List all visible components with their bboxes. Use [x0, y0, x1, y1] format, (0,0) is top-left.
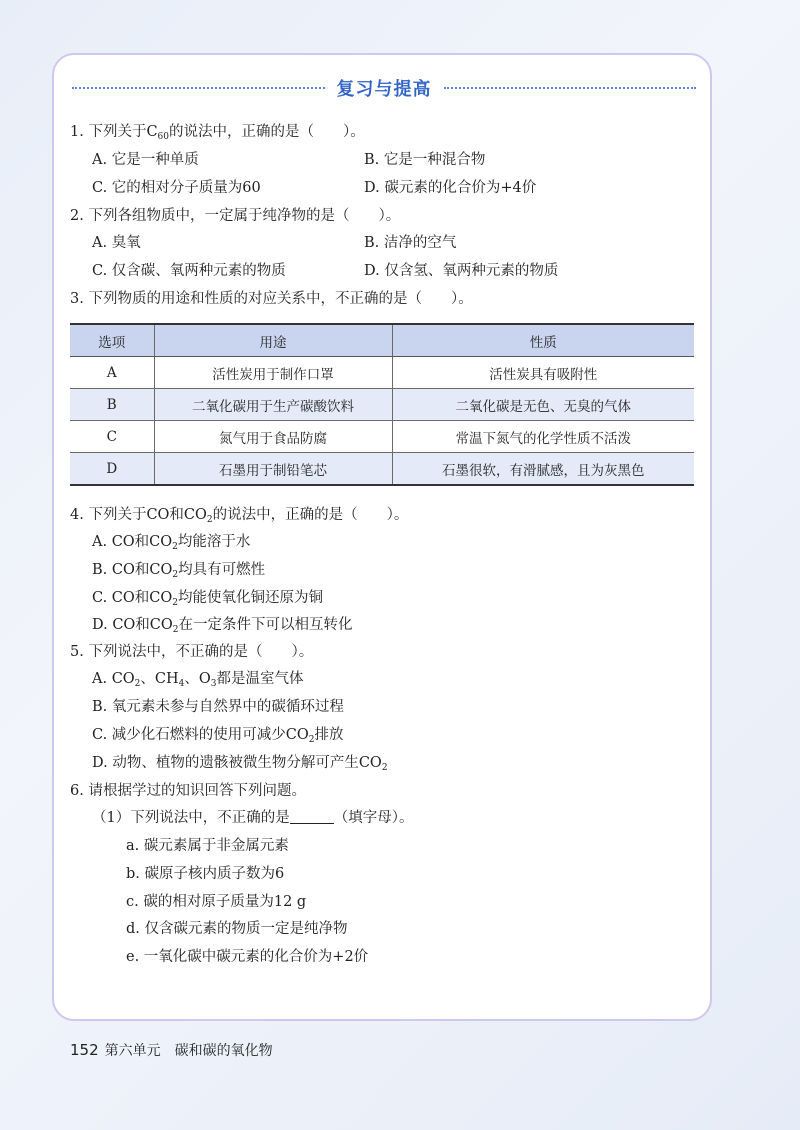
- table-cell-use: 活性炭用于制作口罩: [154, 357, 392, 389]
- section-title: 复习与提高: [336, 79, 432, 100]
- table-cell-use: 石墨用于制铅笔芯: [154, 453, 392, 486]
- table-row: [70, 389, 694, 421]
- question-2-option-b: B. 洁净的空气: [364, 235, 457, 251]
- table-row: [70, 453, 694, 486]
- question-1-option-a: A. 它是一种单质: [92, 152, 199, 168]
- question-6-option-e: e. 一氧化碳中碳元素的化合价为+2价: [126, 949, 369, 965]
- question-5-option-b: B. 氧元素未参与自然界中的碳循环过程: [92, 699, 344, 715]
- question-6-option-a: a. 碳元素属于非金属元素: [126, 838, 289, 854]
- question-2-option-a: A. 臭氧: [92, 235, 141, 251]
- question-6-stem: 6. 请根据学过的知识回答下列问题。: [70, 783, 306, 799]
- table-cell-property: 常温下氮气的化学性质不活泼: [392, 421, 694, 453]
- table-cell-option: C: [70, 421, 154, 453]
- question-6-part-1: （1）下列说法中，不正确的是 （填字母）。: [92, 810, 414, 826]
- table-row: [70, 421, 694, 453]
- question-1-stem: 1. 下列关于$C_{60}$的说法中，正确的是（ ）。: [70, 124, 365, 142]
- question-2-option-c: C. 仅含碳、氧两种元素的物质: [92, 263, 286, 279]
- question-6-option-b: b. 碳原子核内质子数为6: [126, 866, 285, 882]
- table-cell-property: 石墨很软，有滑腻感，且为灰黑色: [392, 453, 694, 486]
- question-3-stem: 3. 下列物质的用途和性质的对应关系中，不正确的是（ ）。: [70, 291, 473, 307]
- question-5-option-a: A. $CO_2$、$CH_4$、$O_3$都是温室气体: [92, 671, 304, 689]
- question-5-stem: 5. 下列说法中，不正确的是（ ）。: [70, 644, 314, 660]
- table-row: [70, 357, 694, 389]
- table-header-option: 选项: [70, 324, 154, 357]
- page-footer: [70, 1040, 273, 1060]
- table-cell-use: 氮气用于食品防腐: [154, 421, 392, 453]
- question-4-option-b: B. CO和$CO_2$均具有可燃性: [92, 562, 266, 580]
- answer-blank[interactable]: [290, 809, 334, 824]
- question-6-option-d: d. 仅含碳元素的物质一定是纯净物: [126, 921, 348, 937]
- question-5-option-d: D. 动物、植物的遗骸被微生物分解可产生$CO_2$: [92, 755, 388, 773]
- question-5-option-c: C. 减少化石燃料的使用可减少$CO_2$排放: [92, 727, 344, 745]
- table-cell-option: B: [70, 389, 154, 421]
- question-4-option-d: D. CO和$CO_2$在一定条件下可以相互转化: [92, 617, 353, 635]
- table-cell-use: 二氧化碳用于生产碳酸饮料: [154, 389, 392, 421]
- table-cell-option: D: [70, 453, 154, 486]
- question-1-option-d: D. 碳元素的化合价为+4价: [364, 180, 537, 196]
- chapter-title: 第六单元 碳和碳的氧化物: [104, 1043, 273, 1059]
- question-6-option-c: c. 碳的相对原子质量为12 g: [126, 894, 307, 910]
- question-3-table: [70, 323, 694, 486]
- table-header-row: [70, 324, 694, 357]
- dotted-divider-right: [444, 87, 697, 89]
- table-header-property: 性质: [392, 324, 694, 357]
- table-cell-option: A: [70, 357, 154, 389]
- page-number: 152: [70, 1041, 99, 1059]
- question-4-option-a: A. CO和$CO_2$均能溶于水: [92, 534, 251, 552]
- review-card: [52, 53, 712, 1021]
- table-cell-property: 二氧化碳是无色、无臭的气体: [392, 389, 694, 421]
- section-header: [72, 75, 696, 101]
- question-2-stem: 2. 下列各组物质中，一定属于纯净物的是（ ）。: [70, 208, 401, 224]
- question-2-option-d: D. 仅含氢、氧两种元素的物质: [364, 263, 559, 279]
- question-1-option-b: B. 它是一种混合物: [364, 152, 486, 168]
- dotted-divider-left: [72, 87, 325, 89]
- table-cell-property: 活性炭具有吸附性: [392, 357, 694, 389]
- question-4-option-c: C. CO和$CO_2$均能使氧化铜还原为铜: [92, 590, 323, 608]
- question-4-stem: 4. 下列关于CO和$CO_2$的说法中，正确的是（ ）。: [70, 507, 409, 525]
- question-1-option-c: C. 它的相对分子质量为60: [92, 180, 261, 196]
- table-header-use: 用途: [154, 324, 392, 357]
